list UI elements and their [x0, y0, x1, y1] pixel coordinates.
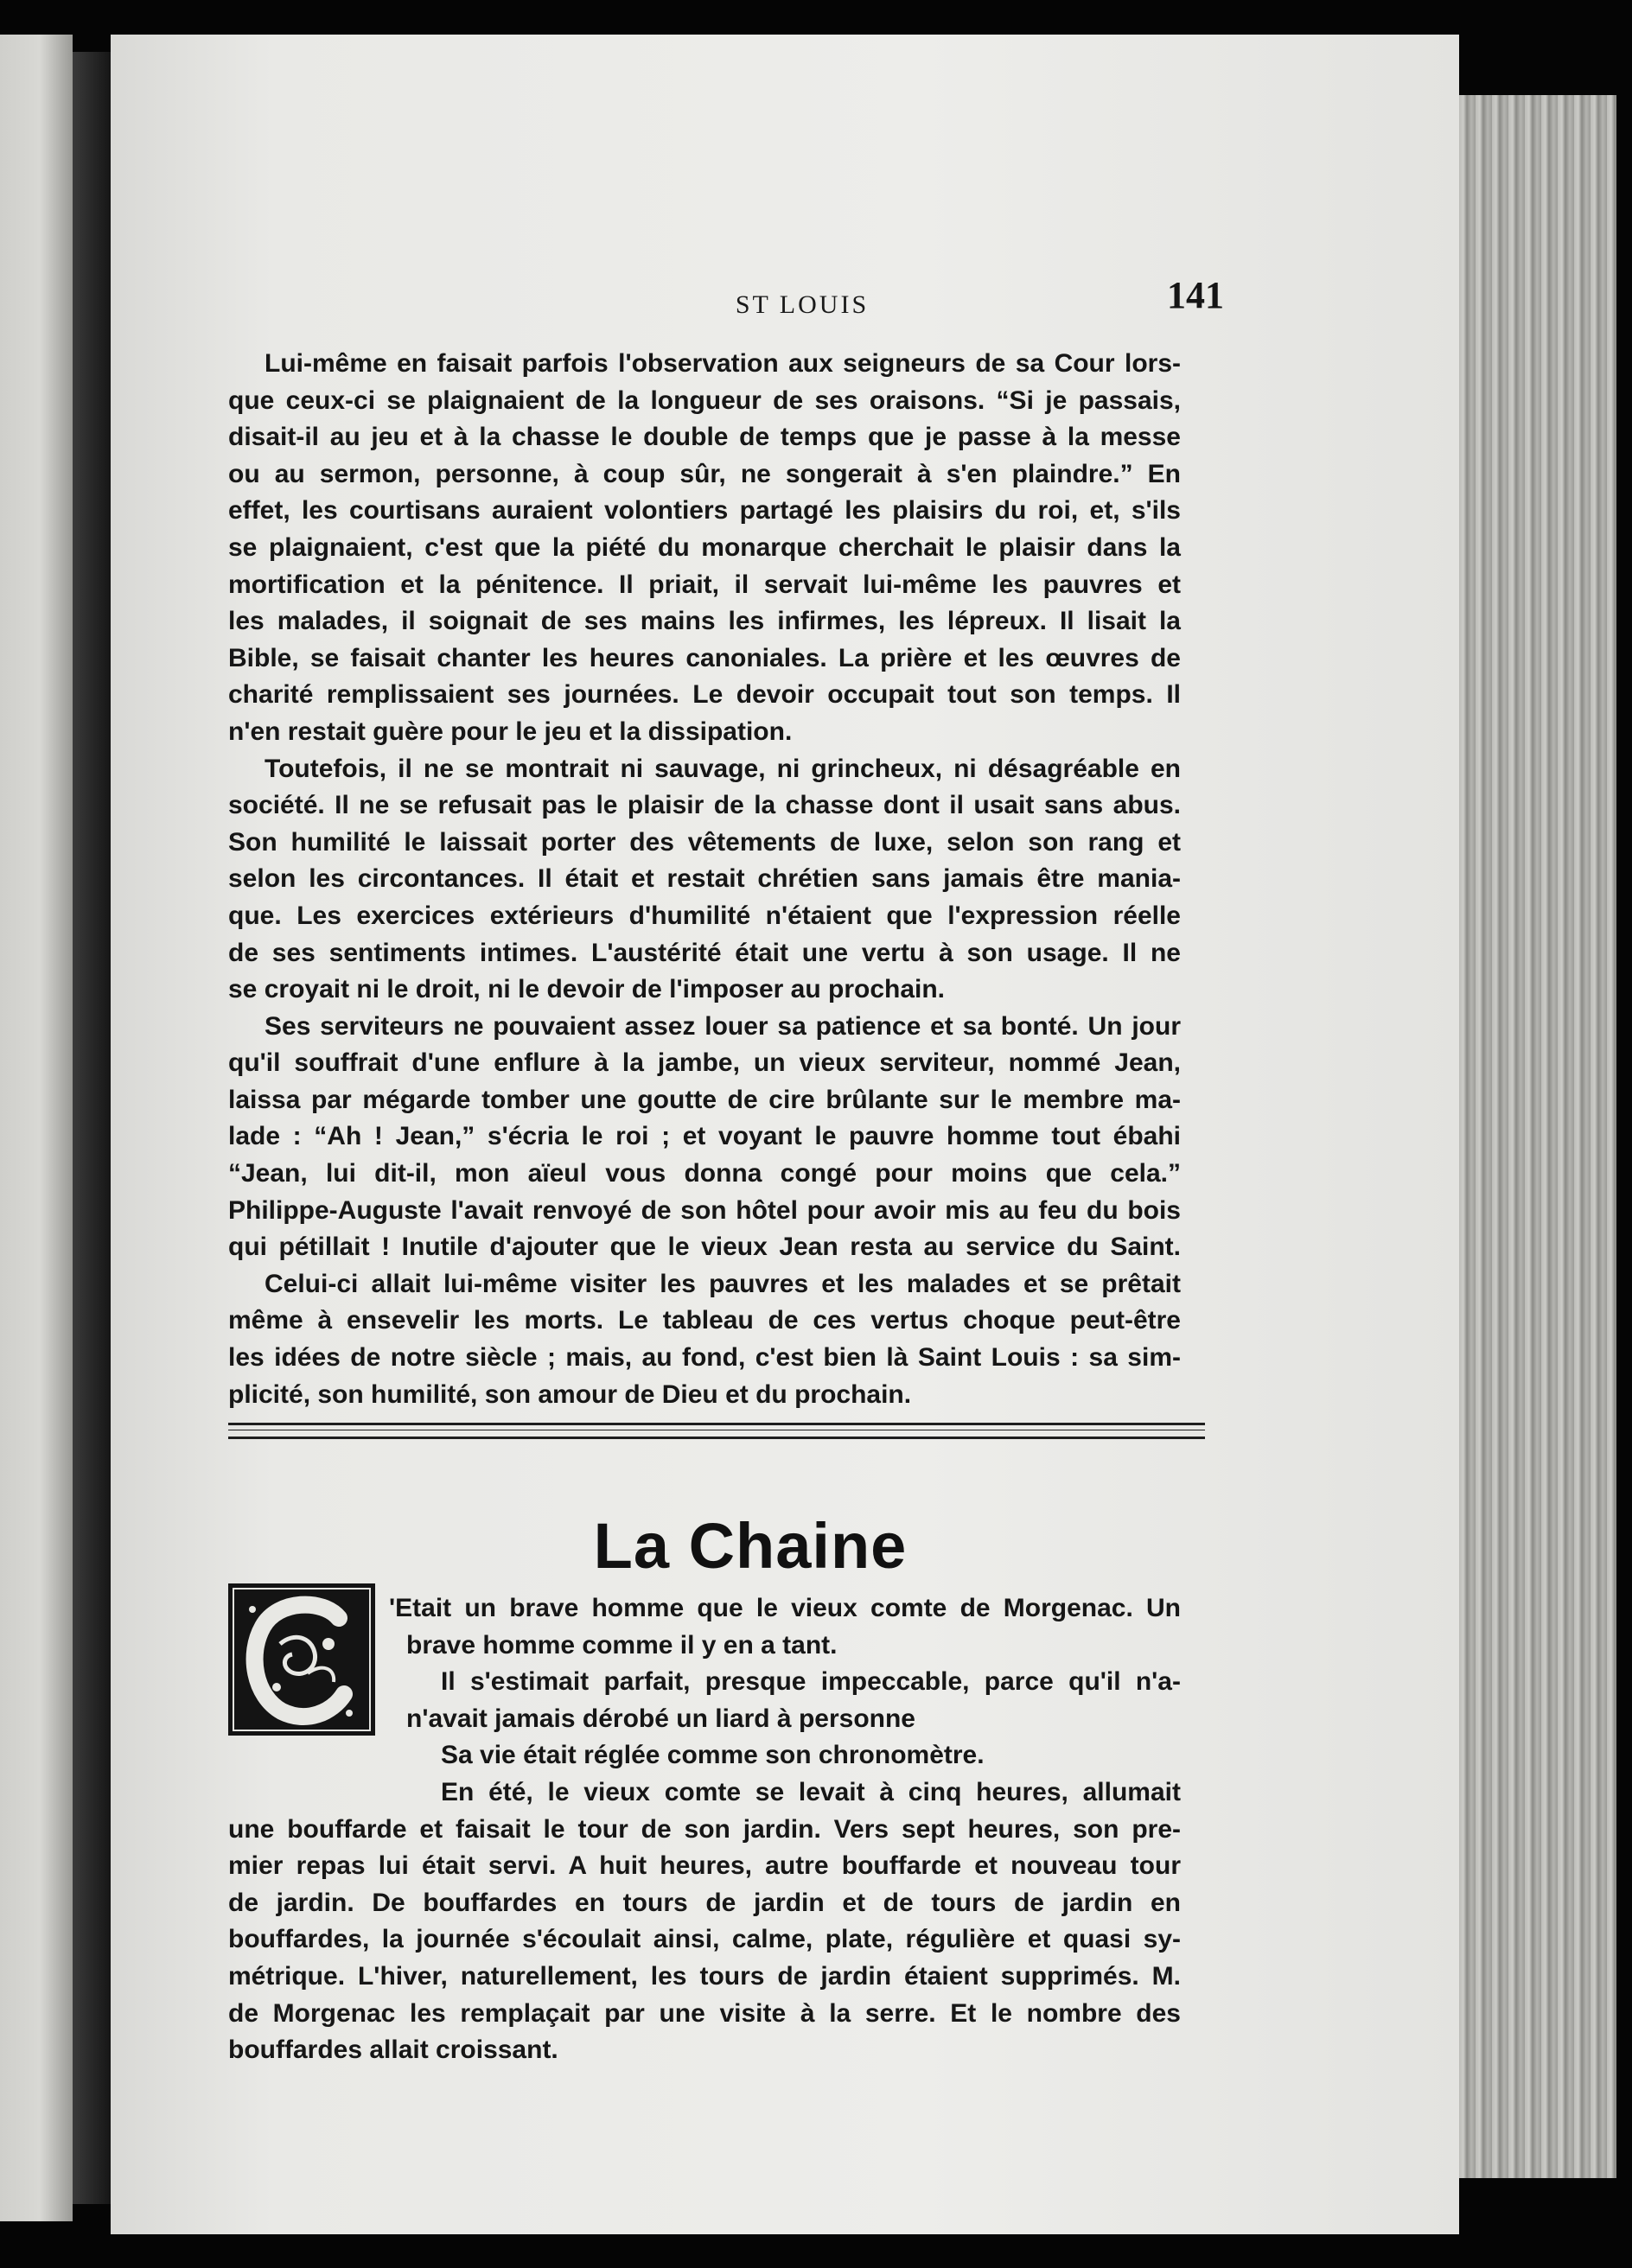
- text-line: que ceux-ci se plaignaient de la longueur de ses oraisons. “Si je passais,: [228, 385, 1181, 415]
- paragraph-1: [228, 346, 1181, 751]
- text-line: 'Etait un brave homme que le vieux comte de Morgenac. Un: [389, 1594, 1181, 1622]
- paragraph-4: [228, 1266, 1181, 1413]
- text-line: même à ensevelir les morts. Le tableau de ces vertus choque peut-être: [228, 1306, 1181, 1335]
- text-line: disait-il au jeu et à la chasse le double de temps que je passe à la messe: [228, 423, 1181, 452]
- text-line: mier repas lui était servi. A huit heures, autre bouffarde et nouveau tour: [228, 1851, 1181, 1881]
- text-line: brave homme comme il y en a tant.: [406, 1630, 838, 1660]
- text-line: Sa vie était réglée comme son chronomètre.: [441, 1741, 985, 1770]
- text-line: bouffardes allait croissant.: [228, 2035, 558, 2065]
- page-number: 141: [1167, 274, 1224, 316]
- paragraph-2: [228, 751, 1181, 1009]
- left-page-edge: [0, 35, 73, 2221]
- chapter-body: [228, 1590, 1181, 2069]
- text-line: qui pétillait ! Inutile d'ajouter que le vieux Jean resta au service du Saint.: [228, 1233, 1181, 1262]
- text-line: de jardin. De bouffardes en tours de jardin et de tours de jardin en: [228, 1888, 1181, 1917]
- text-line: Toutefois, il ne se montrait ni sauvage, ni grincheux, ni désagréable en: [265, 754, 1181, 783]
- running-head: ST LOUIS: [735, 290, 870, 319]
- text-line: métrique. L'hiver, naturellement, les tours de jardin étaient supprimés. M.: [228, 1961, 1181, 1991]
- paragraph-3: [228, 1009, 1181, 1266]
- text-line: bouffardes, la journée s'écoulait ainsi, calme, plate, régulière et quasi sy-: [228, 1925, 1181, 1954]
- text-line: les malades, il soignait de ses mains les infirmes, les lépreux. Il lisait la: [228, 607, 1181, 636]
- text-line: se croyait ni le droit, ni le devoir de l'imposer au prochain.: [228, 975, 946, 1004]
- chapter-paragraph: [228, 1737, 1181, 1774]
- section-divider: [228, 1423, 1205, 1425]
- text-line: Il s'estimait parfait, presque impeccable, parce qu'il n'a-: [441, 1667, 1181, 1697]
- text-line: selon les circontances. Il était et restait chrétien sans jamais être mania-: [228, 864, 1181, 894]
- text-line: “Jean, lui dit-il, mon aïeul vous donna congé pour moins que cela.”: [228, 1159, 1181, 1188]
- chapter-paragraph: [228, 1590, 1181, 1664]
- text-line: mortification et la pénitence. Il priait, il servait lui-même les pauvres et: [228, 570, 1181, 599]
- text-line: Philippe-Auguste l'avait renvoyé de son hôtel pour avoir mis au feu du bois: [228, 1195, 1181, 1225]
- text-line: ou au sermon, personne, à coup sûr, ne songerait à s'en plaindre.” En: [228, 459, 1181, 488]
- text-line: Bible, se faisait chanter les heures canoniales. La prière et les œuvres de: [228, 643, 1181, 672]
- text-line: se plaignaient, c'est que la piété du monarque cherchait le plaisir dans la: [228, 532, 1181, 562]
- text-line: En été, le vieux comte se levait à cinq heures, allumait: [441, 1777, 1181, 1806]
- section-divider: [228, 1437, 1205, 1439]
- text-line: Ses serviteurs ne pouvaient assez louer sa patience et sa bonté. Un jour: [265, 1011, 1181, 1041]
- chapter-title: La Chaine: [593, 1510, 908, 1582]
- text-line: lade : “Ah ! Jean,” s'écria le roi ; et voyant le pauvre homme tout ébahi: [228, 1122, 1181, 1151]
- text-line: une bouffarde et faisait le tour de son jardin. Vers sept heures, son pre-: [228, 1814, 1181, 1844]
- text-line: Son humilité le laissait porter des vêtements de luxe, selon son rang et: [228, 827, 1181, 857]
- text-line: n'avait jamais dérobé un liard à personne: [406, 1704, 915, 1733]
- text-line: plicité, son humilité, son amour de Dieu et du prochain.: [228, 1379, 912, 1409]
- text-line: qu'il souffrait d'une enflure à la jambe, un vieux serviteur, nommé Jean,: [228, 1048, 1181, 1078]
- book-spine: [73, 52, 111, 2204]
- text-line: Lui-même en faisait parfois l'observation aux seigneurs de sa Cour lors-: [265, 349, 1181, 378]
- page-edges-right: [1459, 95, 1616, 2178]
- chapter-paragraph: [228, 1664, 1181, 1737]
- book-page: [111, 35, 1459, 2234]
- text-line: Celui-ci allait lui-même visiter les pauvres et les malades et se prêtait: [265, 1269, 1181, 1298]
- text-line: n'en restait guère pour le jeu et la dissipation.: [228, 717, 793, 746]
- text-line: que. Les exercices extérieurs d'humilité n'étaient que l'expression réelle: [228, 901, 1181, 930]
- text-line: charité remplissaient ses journées. Le devoir occupait tout son temps. Il: [228, 680, 1181, 710]
- text-line: les idées de notre siècle ; mais, au fond, c'est bien là Saint Louis : sa sim-: [228, 1343, 1181, 1373]
- text-line: de Morgenac les remplaçait par une visite à la serre. Et le nombre des: [228, 1998, 1181, 2028]
- chapter-paragraph: [228, 1774, 1181, 2069]
- section-body: [228, 346, 1181, 1413]
- text-line: laissa par mégarde tomber une goutte de cire brûlante sur le membre ma-: [228, 1085, 1181, 1114]
- text-line: société. Il ne se refusait pas le plaisir de la chasse dont il usait sans abus.: [228, 791, 1181, 820]
- text-line: effet, les courtisans auraient volontiers partagé les plaisirs du roi, et, s'ils: [228, 496, 1181, 526]
- text-line: de ses sentiments intimes. L'austérité était une vertu à son usage. Il ne: [228, 938, 1181, 967]
